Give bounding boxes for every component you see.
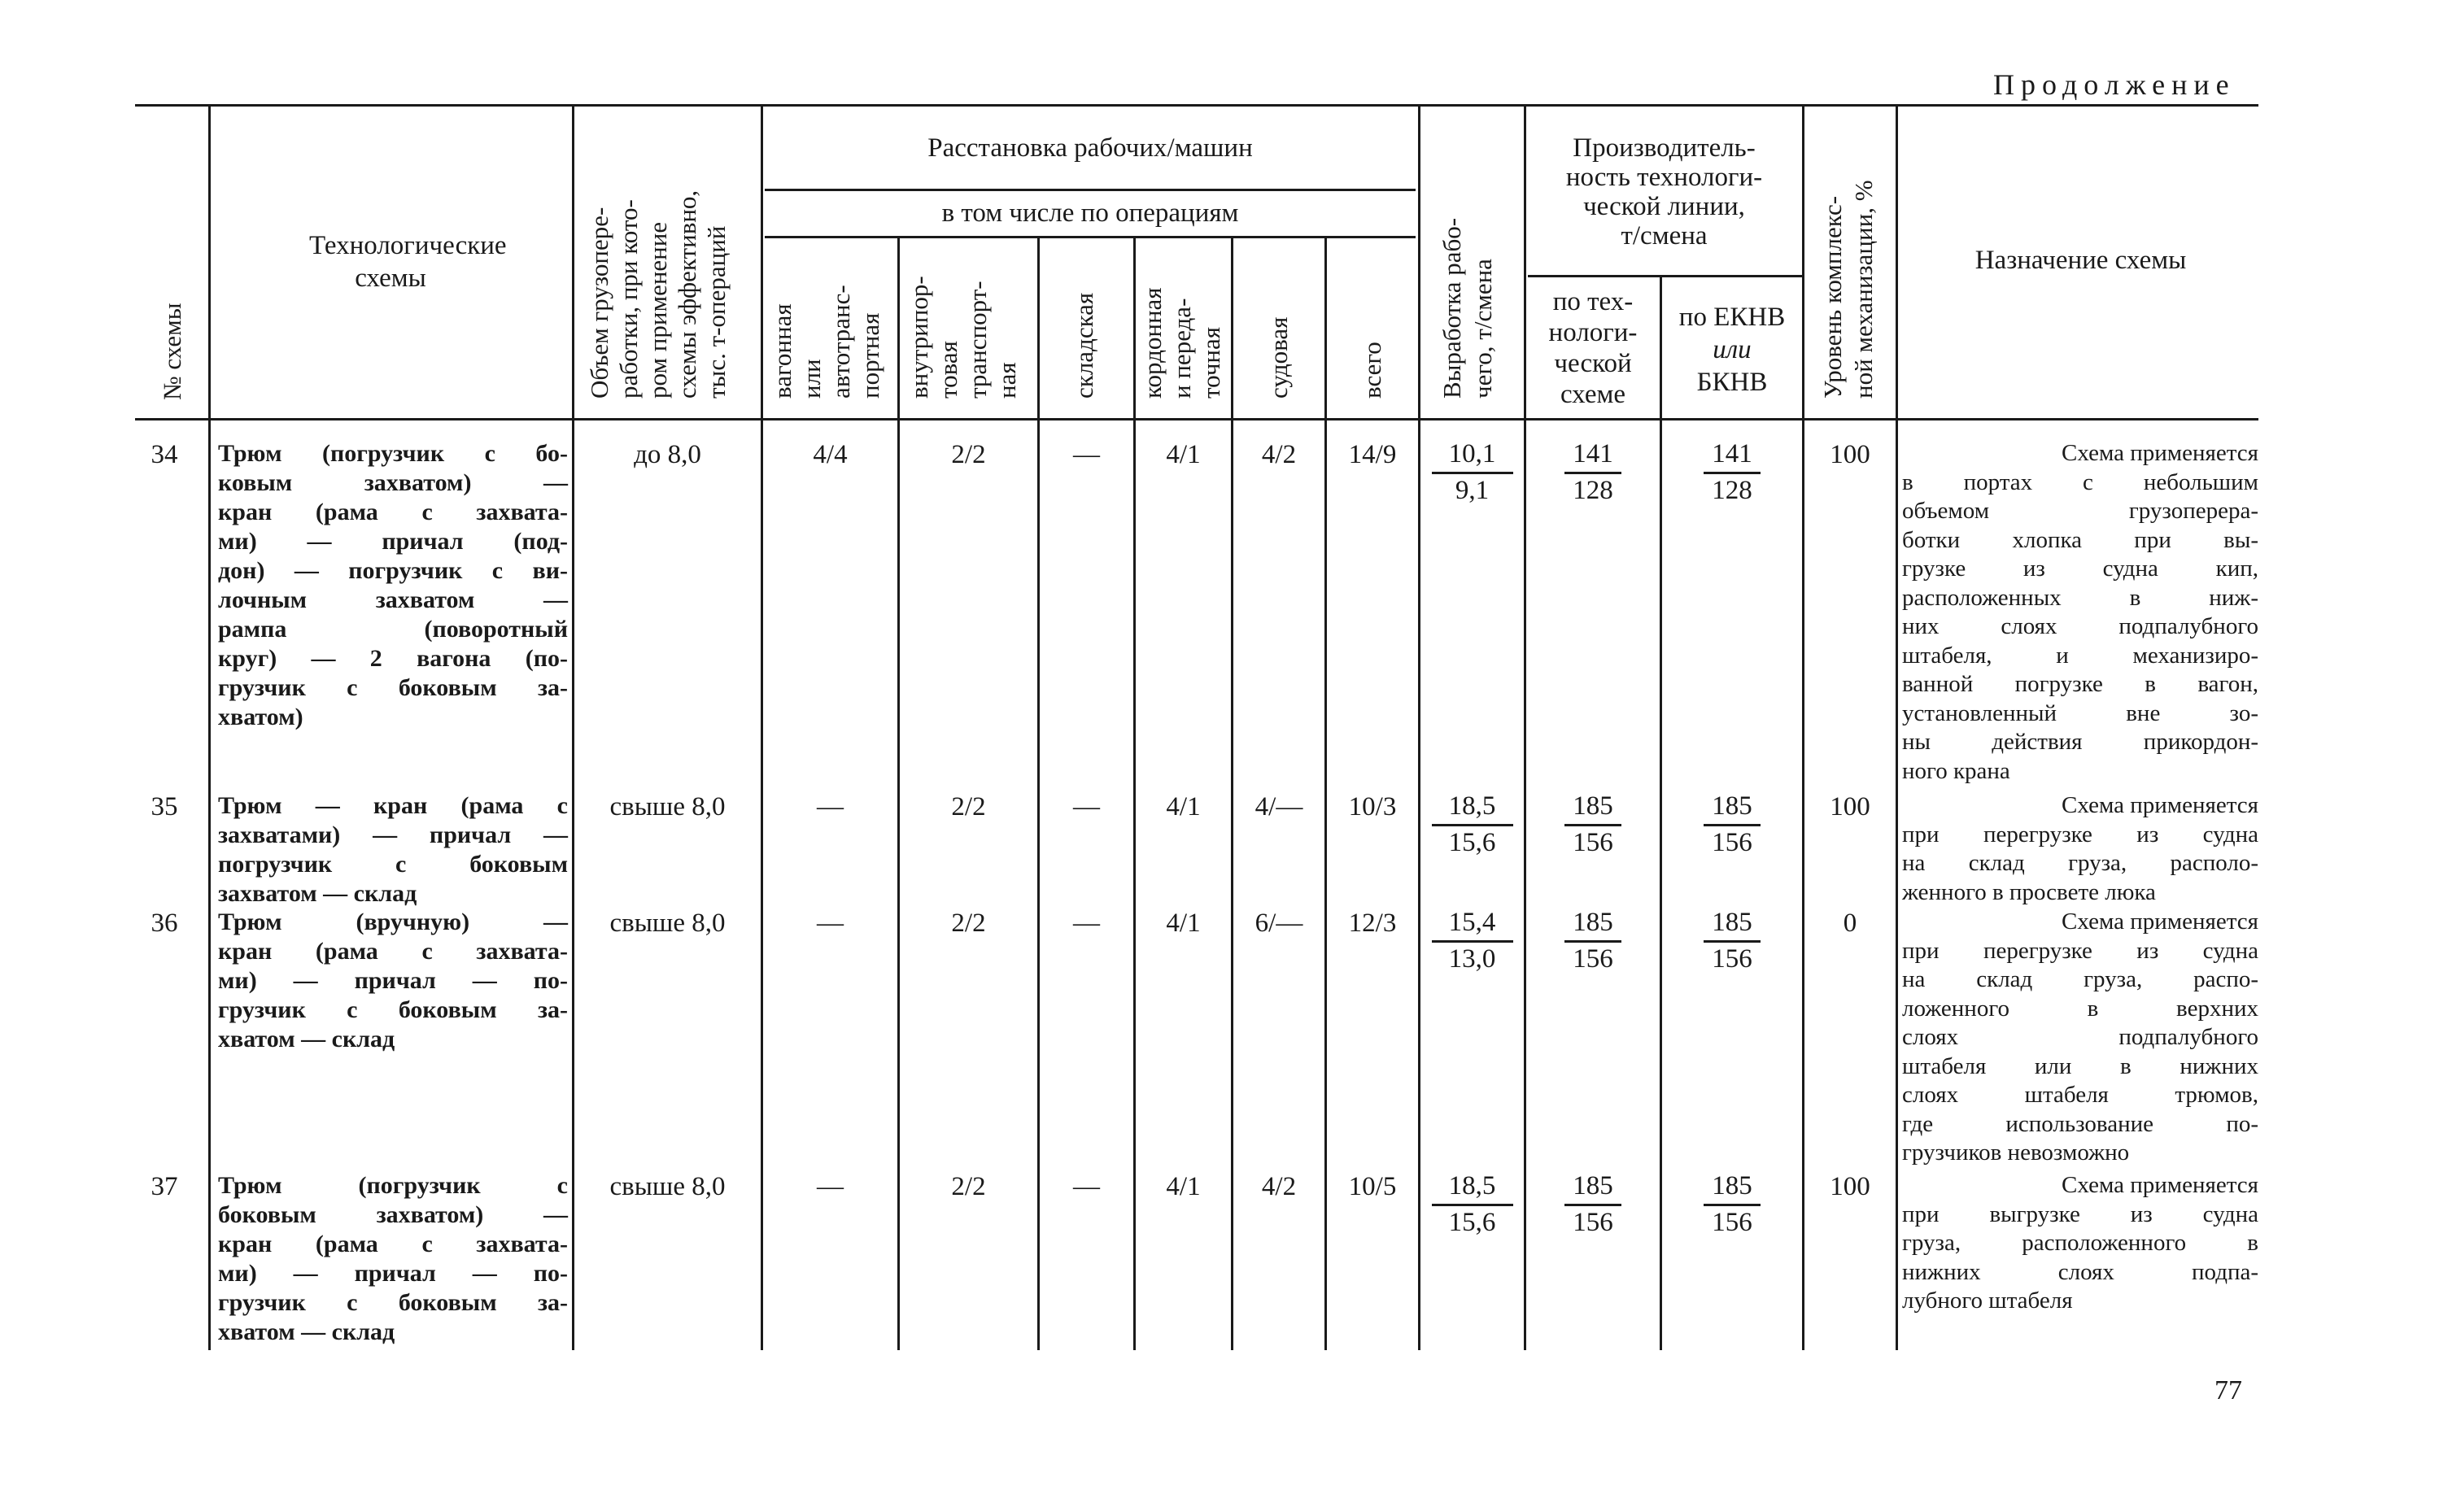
row-prod-tech-denominator: 156	[1564, 824, 1621, 859]
row-prod-ekn-numerator: 185	[1712, 908, 1752, 937]
row-wagon-ops: —	[817, 792, 844, 821]
row-output-numerator: 18,5	[1448, 791, 1496, 821]
scheme-line: лочным захватом —	[218, 586, 568, 613]
row-cordon-ops: 4/1	[1166, 909, 1201, 938]
row-output-denominator: 15,6	[1432, 1204, 1513, 1239]
row-prod-ekn-numerator: 185	[1712, 791, 1752, 821]
row-prod-ekn	[1704, 438, 1761, 507]
header-total: всего	[1358, 342, 1386, 399]
header-storage: складская	[1070, 292, 1098, 399]
row-scheme-description	[218, 791, 568, 909]
row-intra-port-ops: 2/2	[951, 909, 986, 938]
row-output	[1432, 790, 1513, 859]
scheme-line: захватами) — причал —	[218, 821, 568, 848]
arrangement-sub-rule	[765, 189, 1416, 191]
row-output-denominator: 13,0	[1432, 940, 1513, 975]
row-prod-ekn-denominator: 128	[1704, 472, 1761, 507]
purpose-line: ного крана	[1902, 757, 2010, 784]
header-ops: в том числе по операциям	[941, 198, 1239, 228]
row-cordon-ops: 4/1	[1166, 1172, 1201, 1201]
purpose-line: грузчиков невозможно	[1902, 1139, 2130, 1166]
row-prod-tech-denominator: 156	[1564, 1204, 1621, 1239]
scheme-line: ковым захватом) —	[218, 469, 568, 496]
row-total: 10/5	[1348, 1172, 1397, 1201]
col-divider	[208, 106, 211, 1350]
row-ship-ops: 4/—	[1254, 792, 1303, 821]
row-output-denominator: 9,1	[1432, 472, 1513, 507]
row-ship-ops: 4/2	[1261, 1172, 1297, 1201]
row-storage-ops: —	[1073, 909, 1100, 938]
row-output-numerator: 18,5	[1448, 1171, 1496, 1200]
scheme-line: грузчик с боковым за-	[218, 1289, 568, 1316]
row-volume: свыше 8,0	[609, 909, 726, 938]
row-intra-port-ops: 2/2	[951, 1172, 986, 1201]
scheme-line: хватом)	[218, 704, 303, 730]
row-prod-ekn	[1704, 906, 1761, 975]
purpose-line: них слоях подпалубного	[1902, 613, 2258, 639]
row-prod-tech	[1564, 438, 1621, 507]
row-prod-tech-numerator: 141	[1573, 439, 1613, 468]
purpose-line: Схема применяется	[2062, 440, 2258, 466]
row-output-denominator: 15,6	[1432, 824, 1513, 859]
row-volume: свыше 8,0	[609, 792, 726, 821]
row-mechanization: 0	[1843, 909, 1857, 938]
row-output	[1432, 906, 1513, 975]
row-mechanization: 100	[1830, 440, 1870, 469]
row-prod-tech	[1564, 1170, 1621, 1239]
row-scheme-description	[218, 908, 568, 1054]
scheme-line: Трюм (погрузчик с бо-	[218, 440, 568, 467]
scheme-line: ми) — причал — по-	[218, 967, 568, 994]
purpose-line: на склад груза, распо-	[1902, 966, 2258, 992]
scheme-line: дон) — погрузчик с ви-	[218, 557, 568, 584]
row-output-numerator: 10,1	[1448, 439, 1496, 468]
purpose-line: Схема применяется	[2062, 909, 2258, 935]
row-output	[1432, 438, 1513, 507]
purpose-line: штабеля или в нижних	[1902, 1052, 2258, 1079]
purpose-line: слоях штабеля трюмов,	[1902, 1082, 2258, 1108]
scheme-line: круг) — 2 вагона (по-	[218, 645, 568, 672]
row-prod-tech-numerator: 185	[1573, 1171, 1613, 1200]
row-purpose	[1902, 908, 2258, 1168]
scheme-line: кран (рама с захвата-	[218, 938, 568, 965]
row-storage-ops: —	[1073, 440, 1100, 469]
row-prod-tech-denominator: 156	[1564, 940, 1621, 975]
row-prod-tech	[1564, 790, 1621, 859]
row-intra-port-ops: 2/2	[951, 440, 986, 469]
row-prod-tech-numerator: 185	[1573, 908, 1613, 937]
header-arrangement: Расстановка рабочих/машин	[927, 133, 1253, 163]
row-scheme-description	[218, 1171, 568, 1347]
row-mechanization: 100	[1830, 792, 1870, 821]
row-wagon-ops: —	[817, 1172, 844, 1201]
row-cordon-ops: 4/1	[1166, 440, 1201, 469]
purpose-line: ванной погрузке в вагон,	[1902, 671, 2258, 697]
col-divider	[1418, 106, 1420, 1350]
purpose-line: женного в просвете люка	[1902, 878, 2156, 905]
scheme-line: хватом — склад	[218, 1318, 395, 1345]
scheme-line: кран (рама с захвата-	[218, 499, 568, 525]
purpose-line: объемом грузоперера-	[1902, 498, 2258, 524]
scheme-line: Трюм (погрузчик с	[218, 1172, 568, 1199]
scheme-line: кран (рама с захвата-	[218, 1231, 568, 1257]
row-scheme-number: 36	[151, 909, 178, 938]
purpose-line: при перегрузке из судна	[1902, 821, 2258, 848]
scheme-line: грузчик с боковым за-	[218, 996, 568, 1023]
scheme-line: Трюм — кран (рама с	[218, 792, 568, 819]
row-prod-tech-numerator: 185	[1573, 791, 1613, 821]
row-scheme-number: 35	[151, 792, 178, 821]
purpose-line: в портах с небольшим	[1902, 468, 2258, 495]
row-total: 12/3	[1348, 909, 1397, 938]
purpose-line: слоях подпалубного	[1902, 1024, 2258, 1050]
row-storage-ops: —	[1073, 1172, 1100, 1201]
purpose-line: ложенного в верхних	[1902, 995, 2258, 1022]
row-scheme-number: 34	[151, 440, 178, 469]
row-volume: до 8,0	[634, 440, 701, 469]
scheme-line: хватом — склад	[218, 1026, 395, 1052]
purpose-line: штабеля, и механизиро-	[1902, 642, 2258, 669]
header-bottom-rule	[135, 418, 2258, 420]
purpose-line: установленный вне зо-	[1902, 699, 2258, 726]
scheme-line: ми) — причал (под-	[218, 528, 568, 555]
purpose-line: при перегрузке из судна	[1902, 937, 2258, 964]
continuation-label: Продолжение	[1993, 68, 2236, 101]
row-ship-ops: 4/2	[1261, 440, 1297, 469]
purpose-line: лубного штабеля	[1902, 1288, 2073, 1314]
row-ship-ops: 6/—	[1254, 909, 1303, 938]
row-prod-ekn-denominator: 156	[1704, 1204, 1761, 1239]
row-output	[1432, 1170, 1513, 1239]
col-divider	[1660, 277, 1662, 1350]
header-ship: судовая	[1264, 316, 1293, 399]
scheme-line: захватом — склад	[218, 880, 417, 907]
row-prod-ekn-numerator: 141	[1712, 439, 1752, 468]
row-purpose	[1902, 791, 2258, 907]
purpose-line: при выгрузке из судна	[1902, 1200, 2258, 1227]
row-scheme-number: 37	[151, 1172, 178, 1201]
purpose-line: Схема применяется	[2062, 1172, 2258, 1198]
scheme-line: грузчик с боковым за-	[218, 674, 568, 701]
scheme-line: рампа (поворотный	[218, 616, 568, 643]
row-total: 10/3	[1348, 792, 1397, 821]
row-output-numerator: 15,4	[1448, 908, 1496, 937]
row-mechanization: 100	[1830, 1172, 1870, 1201]
row-prod-ekn	[1704, 790, 1761, 859]
purpose-line: нижних слоях подпа-	[1902, 1258, 2258, 1285]
purpose-line: ны действия прикордон-	[1902, 729, 2258, 755]
table-top-rule	[135, 104, 2258, 107]
purpose-line: Схема применяется	[2062, 792, 2258, 818]
row-purpose	[1902, 1171, 2258, 1316]
row-wagon-ops: 4/4	[813, 440, 848, 469]
productivity-sub-rule	[1528, 275, 1804, 277]
purpose-line: расположенных в ниж-	[1902, 584, 2258, 611]
purpose-line: груза, расположенного в	[1902, 1230, 2258, 1256]
row-intra-port-ops: 2/2	[951, 792, 986, 821]
scheme-line: ми) — причал — по-	[218, 1260, 568, 1287]
row-prod-tech-denominator: 128	[1564, 472, 1621, 507]
row-prod-tech	[1564, 906, 1621, 975]
row-purpose	[1902, 439, 2258, 786]
row-scheme-description	[218, 439, 568, 732]
row-prod-ekn	[1704, 1170, 1761, 1239]
row-cordon-ops: 4/1	[1166, 792, 1201, 821]
col-divider	[1896, 106, 1898, 1350]
purpose-line: грузке из судна кип,	[1902, 556, 2258, 582]
purpose-line: где использование по-	[1902, 1110, 2258, 1137]
row-wagon-ops: —	[817, 909, 844, 938]
ops-sub-rule	[765, 236, 1416, 238]
row-total: 14/9	[1348, 440, 1397, 469]
header-purpose: Назначение схемы	[1974, 246, 2187, 275]
row-storage-ops: —	[1073, 792, 1100, 821]
col-divider	[761, 106, 763, 1350]
purpose-line: на склад груза, располо-	[1902, 850, 2258, 876]
header-tech-schemes-text: Технологические схемы	[309, 231, 507, 293]
row-volume: свыше 8,0	[609, 1172, 726, 1201]
col-divider	[572, 106, 574, 1350]
scheme-line: боковым захватом) —	[218, 1201, 568, 1228]
scheme-line: погрузчик с боковым	[218, 851, 568, 878]
page-number: 77	[2214, 1375, 2242, 1405]
scheme-line: Трюм (вручную) —	[218, 909, 568, 935]
header-tech-schemes	[220, 229, 561, 294]
row-prod-ekn-numerator: 185	[1712, 1171, 1752, 1200]
col-divider	[1802, 106, 1804, 1350]
row-prod-ekn-denominator: 156	[1704, 824, 1761, 859]
purpose-line: ботки хлопка при вы-	[1902, 526, 2258, 553]
header-scheme-no: № схемы	[158, 303, 186, 400]
row-prod-ekn-denominator: 156	[1704, 940, 1761, 975]
col-divider	[1524, 106, 1526, 1350]
